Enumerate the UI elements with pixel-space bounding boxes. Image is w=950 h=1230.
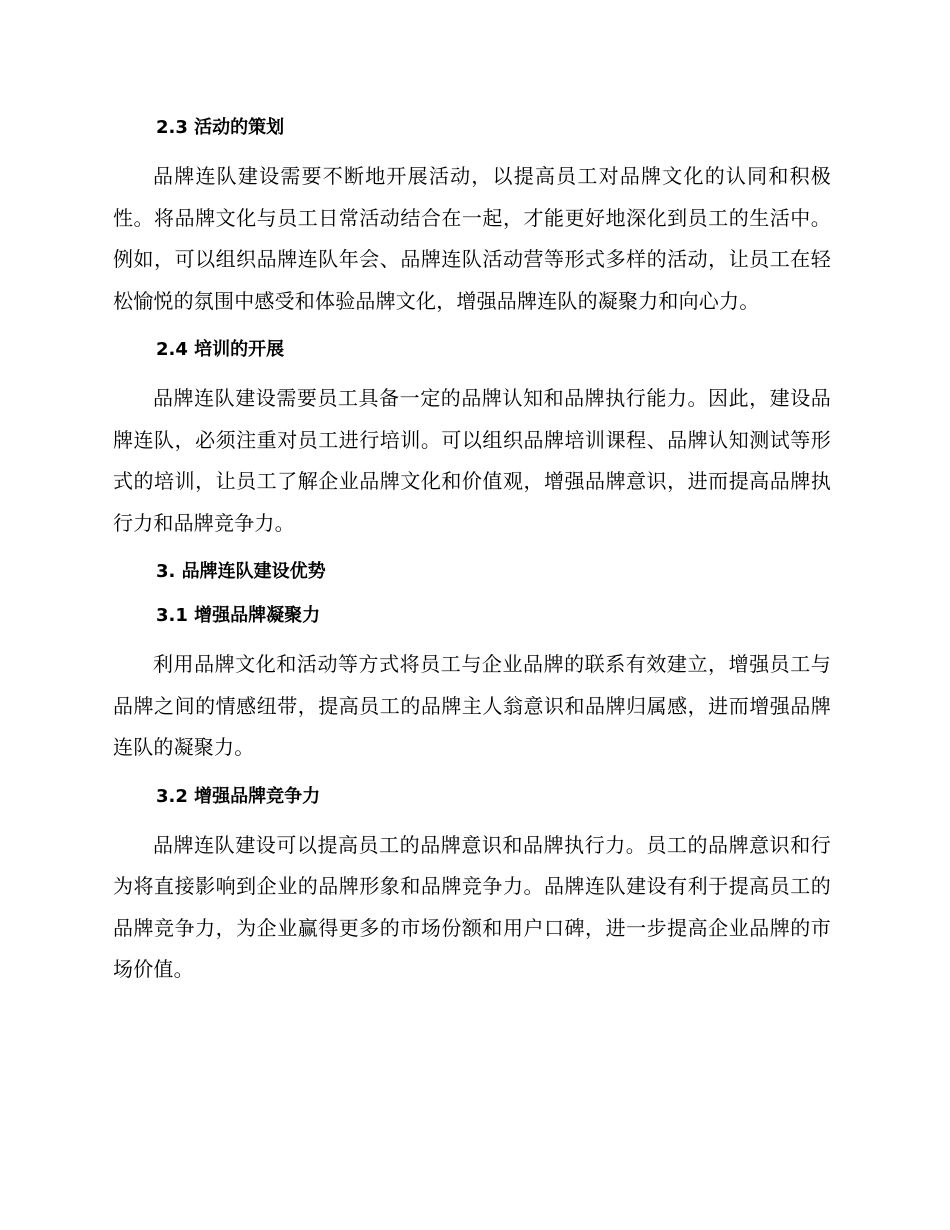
section-heading-3-2: 3.2 增强品牌竞争力	[156, 785, 321, 807]
section-paragraph-3-2: 品牌连队建设可以提高员工的品牌意识和品牌执行力。员工的品牌意识和行为将直接影响到企业的品牌形象和品牌竞争力。品牌连队建设有利于提高员工的品牌竞争力，为企业赢得更多的市场份额和用户口碑，进一步提高企业品牌的市场价值。	[113, 832, 831, 981]
section-heading-3-1: 3.1 增强品牌凝聚力	[156, 605, 321, 626]
section-heading-3: 3. 品牌连队建设优势	[156, 561, 326, 582]
section-paragraph-2-4: 品牌连队建设需要员工具备一定的品牌认知和品牌执行能力。因此，建设品牌连队，必须注重对员工进行培训。可以组织品牌培训课程、品牌认知测试等形式的培训，让员工了解企业品牌文化和价值观，增强品牌意识，进而提高品牌执行力和品牌竞争力。	[113, 386, 831, 535]
section-paragraph-3-1: 利用品牌文化和活动等方式将员工与企业品牌的联系有效建立，增强员工与品牌之间的情感纽带，提高员工的品牌主人翁意识和品牌归属感，进而增强品牌连队的凝聚力。	[113, 652, 831, 759]
section-paragraph-2-3: 品牌连队建设需要不断地开展活动，以提高员工对品牌文化的认同和积极性。将品牌文化与员工日常活动结合在一起，才能更好地深化到员工的生活中。例如，可以组织品牌连队年会、品牌连队活动营等形式多样的活动，让员工在轻松愉悦的氛围中感受和体验品牌文化，增强品牌连队的凝聚力和向心力。	[113, 164, 831, 313]
section-heading-2-3: 2.3 活动的策划	[156, 117, 285, 138]
document-body	[113, 112, 831, 1003]
section-heading-2-4: 2.4 培训的开展	[156, 339, 285, 360]
